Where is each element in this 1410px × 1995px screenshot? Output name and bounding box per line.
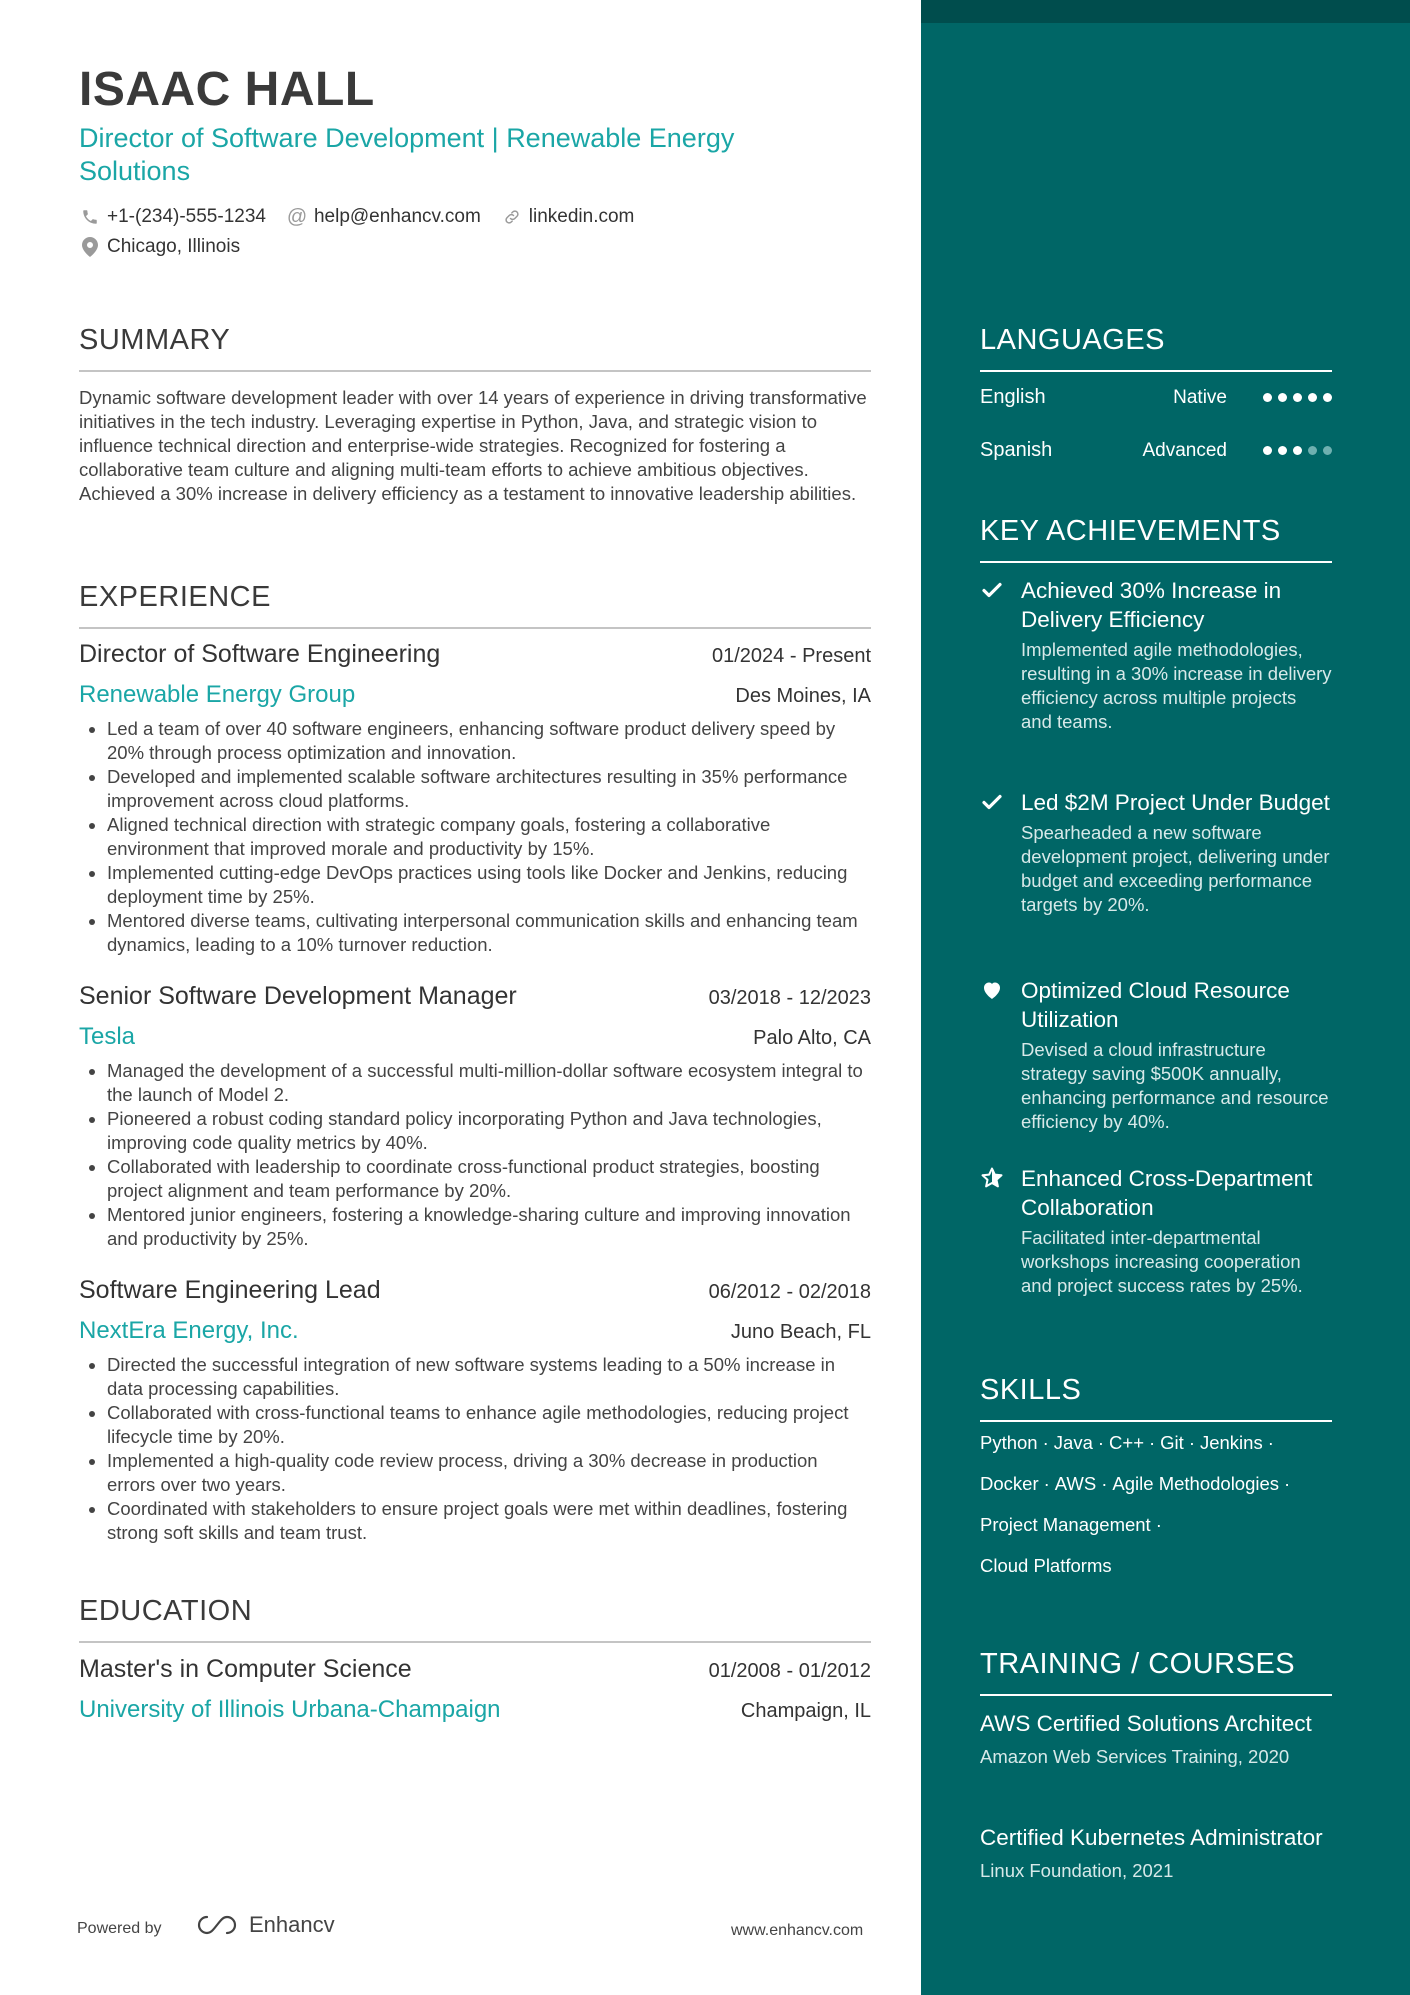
skills-line xyxy=(980,1514,1332,1555)
linkedin-text: linkedin.com xyxy=(528,206,635,227)
job-bullet: • Coordinated with stakeholders to ensure project goals were met within deadlines, fostering strong soft skills and team trust. xyxy=(107,1497,871,1545)
enhancv-logo-text: Enhancv xyxy=(249,1912,335,1937)
achievement-item xyxy=(980,576,1332,734)
job-dates: 06/2012 - 02/2018 xyxy=(708,1281,871,1303)
job-dates: 01/2024 - Present xyxy=(712,645,871,667)
skill-separator: · xyxy=(1284,1473,1291,1494)
skill-item: Project Management xyxy=(980,1514,1151,1535)
enhancv-logo[interactable] xyxy=(195,1912,335,1938)
achievement-title: Achieved 30% Increase in Delivery Efficiency xyxy=(1021,578,1282,632)
languages-heading: LANGUAGES xyxy=(980,324,1332,372)
check-icon xyxy=(980,790,1006,816)
language-rating xyxy=(1257,446,1332,455)
skill-item: Git xyxy=(1160,1432,1184,1453)
achievement-desc: Implemented agile methodologies, resulting in a 30% increase in delivery efficiency across multiple projects and teams. xyxy=(1021,639,1332,732)
rating-dot-filled xyxy=(1293,446,1302,455)
job-bullet: • Led a team of over 40 software engineers, enhancing software product delivery speed by 20% through process optimization and innovation. xyxy=(107,717,871,765)
achievements-heading: KEY ACHIEVEMENTS xyxy=(980,515,1332,563)
job-bullet: • Mentored junior engineers, fostering a knowledge-sharing culture and improving innovation and productivity by 25%. xyxy=(107,1203,871,1251)
powered-by-label: Powered by xyxy=(77,1920,162,1937)
location-text: Chicago, Illinois xyxy=(107,236,241,257)
skill-separator: · xyxy=(1097,1432,1105,1453)
skills-line xyxy=(980,1432,1332,1473)
language-name: Spanish xyxy=(980,439,1053,461)
job-entry xyxy=(79,640,871,957)
rating-dot-filled xyxy=(1263,446,1272,455)
job-bullet: • Implemented a high-quality code review process, driving a 30% decrease in production errors over two years. xyxy=(107,1449,871,1497)
job-bullet: • Directed the successful integration of new software systems leading to a 50% increase in data processing capabilities. xyxy=(107,1353,871,1401)
language-item xyxy=(980,386,1332,409)
job-bullet: • Collaborated with cross-functional teams to enhance agile methodologies, reducing project lifecycle time by 20%. xyxy=(107,1401,871,1449)
skill-separator: · xyxy=(1042,1432,1049,1453)
rating-dot-filled xyxy=(1323,393,1332,402)
skill-item: C++ xyxy=(1109,1432,1144,1453)
job-role: Senior Software Development Manager xyxy=(79,982,517,1010)
job-entry xyxy=(79,982,871,1251)
job-bullets xyxy=(79,1353,871,1545)
language-name: English xyxy=(980,386,1046,408)
course-provider: Amazon Web Services Training, 2020 xyxy=(980,1746,1290,1767)
course-item xyxy=(980,1824,1332,1882)
achievement-desc: Spearheaded a new software development project, delivering under budget and exceeding performance targets by 20%. xyxy=(1021,822,1330,915)
contact-location xyxy=(79,236,240,258)
job-location: Palo Alto, CA xyxy=(753,1027,871,1049)
skill-separator: · xyxy=(1267,1432,1274,1453)
enhancv-logo-icon xyxy=(195,1913,239,1937)
rating-dot-filled xyxy=(1293,393,1302,402)
job-role: Software Engineering Lead xyxy=(79,1276,381,1304)
star-icon xyxy=(980,1166,1006,1192)
course-item xyxy=(980,1710,1332,1768)
job-location: Des Moines, IA xyxy=(735,685,871,707)
skill-item: Java xyxy=(1053,1432,1093,1453)
skill-item: Jenkins xyxy=(1199,1432,1263,1453)
training-heading: TRAINING / COURSES xyxy=(980,1648,1332,1696)
language-rating xyxy=(1257,393,1332,402)
achievement-title: Led $2M Project Under Budget xyxy=(1021,790,1330,815)
job-bullet: • Implemented cutting-edge DevOps practices using tools like Docker and Jenkins, reducing deployment time by 25%. xyxy=(107,861,871,909)
achievement-title: Optimized Cloud Resource Utilization xyxy=(1021,978,1290,1032)
job-company: NextEra Energy, Inc. xyxy=(79,1317,299,1344)
job-entry xyxy=(79,1276,871,1545)
course-title: Certified Kubernetes Administrator xyxy=(980,1825,1323,1850)
candidate-title: Director of Software Development | Renewable Energy Solutions xyxy=(79,123,735,186)
achievement-title: Enhanced Cross-Department Collaboration xyxy=(1021,1166,1313,1220)
check-icon xyxy=(980,578,1006,604)
course-title: AWS Certified Solutions Architect xyxy=(980,1711,1312,1736)
job-bullet: • Managed the development of a successful multi-million-dollar software ecosystem integral to the launch of Model 2. xyxy=(107,1059,871,1107)
rating-dot-empty xyxy=(1308,446,1317,455)
job-bullet: • Aligned technical direction with strategic company goals, fostering a collaborative environment that improved morale and productivity by 15%. xyxy=(107,813,871,861)
language-level: Native xyxy=(1173,386,1227,408)
skill-item: Docker xyxy=(980,1473,1039,1494)
job-location: Juno Beach, FL xyxy=(730,1321,871,1343)
job-bullet: • Developed and implemented scalable software architectures resulting in 35% performance improvement across cloud platforms. xyxy=(107,765,871,813)
contact-phone[interactable] xyxy=(79,206,266,228)
heart-icon xyxy=(980,978,1006,1004)
at-icon: @ xyxy=(286,205,308,228)
rating-dot-filled xyxy=(1278,393,1287,402)
skills-line xyxy=(980,1473,1332,1514)
candidate-name: ISAAC HALL xyxy=(79,63,375,116)
link-icon xyxy=(501,206,523,228)
sidebar xyxy=(921,0,1410,1995)
achievement-item xyxy=(980,788,1332,917)
skill-separator: · xyxy=(1101,1473,1108,1494)
rating-dot-empty xyxy=(1323,446,1332,455)
footer-url[interactable]: www.enhancv.com xyxy=(731,1922,864,1939)
education-entry xyxy=(79,1655,871,1724)
skill-item: Python xyxy=(980,1432,1038,1453)
job-company: Tesla xyxy=(79,1023,136,1050)
language-item xyxy=(980,439,1332,462)
course-provider: Linux Foundation, 2021 xyxy=(980,1860,1174,1881)
education-heading: EDUCATION xyxy=(79,1595,871,1643)
job-bullets xyxy=(79,717,871,957)
location-pin-icon xyxy=(79,236,101,258)
achievement-desc: Devised a cloud infrastructure strategy saving $500K annually, enhancing performance and resource efficiency by 40%. xyxy=(1021,1039,1329,1132)
job-bullets xyxy=(79,1059,871,1251)
skill-separator: · xyxy=(1155,1514,1162,1535)
job-bullet: • Mentored diverse teams, cultivating interpersonal communication skills and enhancing team dynamics, leading to a 10% turnover reduction. xyxy=(107,909,871,957)
contact-email[interactable] xyxy=(286,206,481,228)
skill-item: Agile Methodologies xyxy=(1112,1473,1280,1494)
achievement-item xyxy=(980,1164,1332,1298)
email-text: help@enhancv.com xyxy=(313,206,481,227)
summary-text: Dynamic software development leader with over 14 years of experience in driving transformative initiatives in the tech industry. Leveraging expertise in Python, Java, and strategic vision to influence technical direction and enterprise-wide strategies. Recognized for fostering a collaborative team culture and aligning multi-team efforts to achieve ambitious objectives. Achieved a 30% increase in delivery efficiency as a testament to innovative leadership abilities. xyxy=(79,387,867,504)
skill-separator: · xyxy=(1149,1432,1156,1453)
sidebar-top-bar xyxy=(921,0,1410,23)
location-row xyxy=(79,236,260,258)
phone-text: +1-(234)-555-1234 xyxy=(107,206,266,227)
rating-dot-filled xyxy=(1308,393,1317,402)
skill-item: AWS xyxy=(1054,1473,1097,1494)
summary-heading: SUMMARY xyxy=(79,324,871,372)
rating-dot-filled xyxy=(1263,393,1272,402)
achievement-item xyxy=(980,976,1332,1134)
education-degree: Master's in Computer Science xyxy=(79,1655,412,1683)
skill-item: Cloud Platforms xyxy=(980,1555,1112,1576)
job-role: Director of Software Engineering xyxy=(79,640,441,668)
education-school: University of Illinois Urbana-Champaign xyxy=(79,1696,501,1723)
skills-line xyxy=(980,1555,1332,1596)
language-level: Advanced xyxy=(1142,439,1227,461)
job-company: Renewable Energy Group xyxy=(79,681,356,708)
phone-icon xyxy=(79,206,101,228)
job-bullet: • Pioneered a robust coding standard policy incorporating Python and Java technologies, improving code quality metrics by 40%. xyxy=(107,1107,871,1155)
education-dates: 01/2008 - 01/2012 xyxy=(708,1660,871,1682)
skill-separator: · xyxy=(1043,1473,1050,1494)
job-bullet: • Collaborated with leadership to coordinate cross-functional product strategies, boosting project alignment and team performance by 20%. xyxy=(107,1155,871,1203)
skill-separator: · xyxy=(1188,1432,1195,1453)
skills-heading: SKILLS xyxy=(980,1374,1332,1422)
rating-dot-filled xyxy=(1278,446,1287,455)
experience-heading: EXPERIENCE xyxy=(79,581,871,629)
achievement-desc: Facilitated inter-departmental workshops increasing cooperation and project success rates by 25%. xyxy=(1021,1227,1303,1296)
job-dates: 03/2018 - 12/2023 xyxy=(708,987,871,1009)
skills-list xyxy=(980,1432,1332,1596)
contact-row xyxy=(79,206,654,228)
contact-linkedin[interactable] xyxy=(501,206,635,228)
education-location: Champaign, IL xyxy=(740,1700,871,1722)
